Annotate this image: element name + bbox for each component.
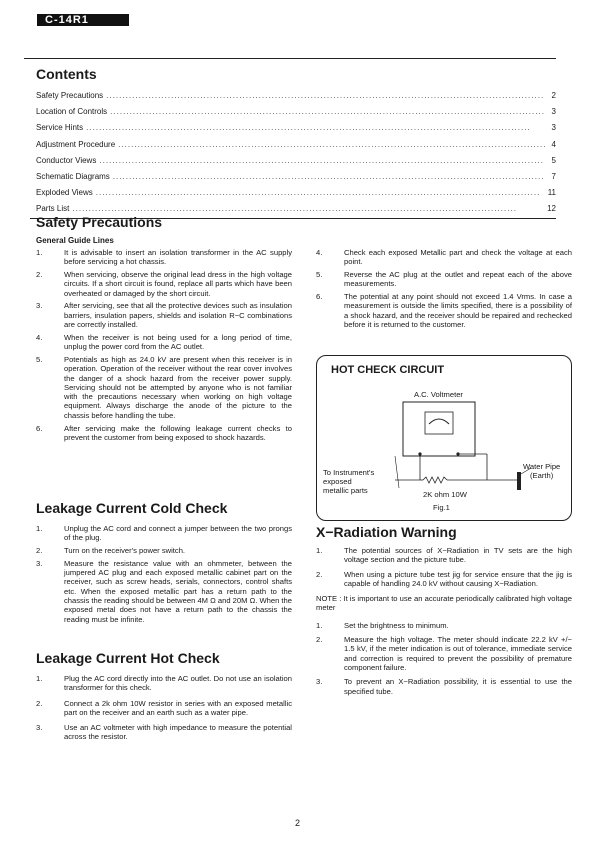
top-rule <box>24 58 556 59</box>
toc-entry[interactable]: Service Hints . . . 3 <box>36 120 556 136</box>
list-item: 2. Turn on the receiver's power switch. <box>36 546 186 556</box>
cold-check-title: Leakage Current Cold Check <box>36 500 228 516</box>
list-item: 2. Measure the high voltage. The meter should indicate 22.2 kV +/− 1.5 kV, if the meter indication is out of tolerance, immediate service and correction is required to prevent the possibility of premature component failure. <box>316 635 572 672</box>
hot-check-circuit-figure <box>316 355 572 521</box>
list-item: 1. Unplug the AC cord and connect a jumper between the two prongs of the plug. <box>36 524 292 543</box>
list-item: 4. When the receiver is not being used for a long period of time, unplug the power cord from the AC outlet. <box>36 332 292 352</box>
list-item: 3. To prevent an X−Radiation possibility, it is essential to use the specified tube. <box>316 677 572 696</box>
contents-title: Contents <box>36 66 97 82</box>
page-number: 2 <box>294 818 300 828</box>
list-item: 1. Plug the AC cord directly into the AC outlet. Do not use an isolation transformer for this check. <box>36 674 292 693</box>
list-item: 5. Potentials as high as 24.0 kV are present when this receiver is in operation. Operation of the receiver without the rear cover involves the danger of a shock hazard from the receiver power supply. Servicing should not be attempted by anyone who is not familiar with the precautions necessary when working on high voltage equipment. Always discharge the anode of the picture to the chassis before handling the tube. <box>36 354 292 420</box>
cold-check-list <box>36 524 292 627</box>
hot-check-title: Leakage Current Hot Check <box>36 650 220 666</box>
safety-list-right <box>316 248 572 333</box>
hot-check-circuit-title: HOT CHECK CIRCUIT <box>331 364 445 376</box>
toc-entry[interactable]: Schematic Diagrams . . . 7 <box>36 169 556 185</box>
voltmeter-box <box>403 402 475 456</box>
safety-subtitle: General Guide Lines <box>36 236 114 245</box>
list-item: 2. When using a picture tube test jig for service ensure that the jig is capable of handling 24.0 kV without causing X−Radiation. <box>316 569 572 588</box>
toc-entry[interactable]: Parts List . . . 12 <box>36 201 556 217</box>
toc-entry[interactable]: Exploded Views . . . 11 <box>36 185 556 201</box>
figure-caption: Fig.1 <box>433 503 450 512</box>
list-item: 6. The potential at any point should not exceed 1.4 Vrms. In case a measurement is outside the limits specified, there is a possibility of a shock hazard, and the receiver should be repaired and rechecked before it is returned to the customer. <box>316 292 572 330</box>
toc-entry[interactable]: Adjustment Procedure . . . 4 <box>36 137 556 153</box>
resistor-label: 2K ohm 10W <box>423 490 467 499</box>
instrument-label: To Instrument's exposed metallic parts <box>323 468 375 495</box>
xray-title: X−Radiation Warning <box>316 524 457 540</box>
list-item: 4. Check each exposed Metallic part and check the voltage at each point. <box>316 248 572 267</box>
xray-list <box>316 546 572 699</box>
water-pipe-label: Water Pipe (Earth) <box>523 462 561 480</box>
list-item: 1. It is advisable to insert an isolation transformer in the AC supply before servicing a hot chassis. <box>36 248 292 267</box>
resistor-symbol <box>423 477 447 483</box>
safety-list-left <box>36 248 292 446</box>
list-item: 3. Use an AC voltmeter with high impedance to measure the potential across the resistor. <box>36 723 292 742</box>
table-of-contents <box>36 88 556 218</box>
toc-entry[interactable]: Conductor Views . . . 5 <box>36 153 556 169</box>
list-item: 3. Measure the resistance value with an ohmmeter, between the jumpered AC plug and each exposed metallic cabinet part on the receiver, such as screw heads, serials, connectors, control shafts etc. When the exposed metallic part has a return path to the chassis the reading should be between 4M Ω and 20M Ω. When the exposed metal does not have a return path to the chassis the reading must be infinite. <box>36 558 292 624</box>
list-item: 1. The potential sources of X−Radiation in TV sets are the high voltage section and the picture tube. <box>316 546 572 565</box>
toc-entry[interactable]: Location of Controls . . . 3 <box>36 104 556 120</box>
list-item: 1. Set the brightness to minimum. <box>316 620 449 630</box>
safety-title: Safety Precautions <box>36 214 163 230</box>
xray-note: NOTE : It is important to use an accurate periodically calibrated high voltage meter <box>316 594 572 613</box>
voltmeter-label: A.C. Voltmeter <box>414 390 463 399</box>
model-header: C-14R1 <box>37 14 129 26</box>
list-item: 2. When servicing, observe the original lead dress in the high voltage circuits. If a short circuit is found, replace all parts which have been overheated or damaged by the short circuit. <box>36 270 292 298</box>
toc-entry[interactable]: Safety Precautions . . . 2 <box>36 88 556 104</box>
list-item: 3. After servicing, see that all the protective devices such as insulation barriers, insulation papers, shields and isolation R−C combinations are correctly installed. <box>36 301 292 330</box>
list-item: 5. Reverse the AC plug at the outlet and repeat each of the above measurements. <box>316 270 572 289</box>
meter-face <box>425 412 453 434</box>
list-item: 6. After servicing make the following leakage current checks to prevent the customer from being exposed to shock hazards. <box>36 423 292 442</box>
list-item: 2. Connect a 2k ohm 10W resistor in series with an exposed metallic part on the receiver and an earth such as a water pipe. <box>36 698 292 717</box>
meter-needle-arc <box>429 419 449 424</box>
water-pipe-symbol <box>517 472 521 490</box>
hot-check-list <box>36 674 292 745</box>
